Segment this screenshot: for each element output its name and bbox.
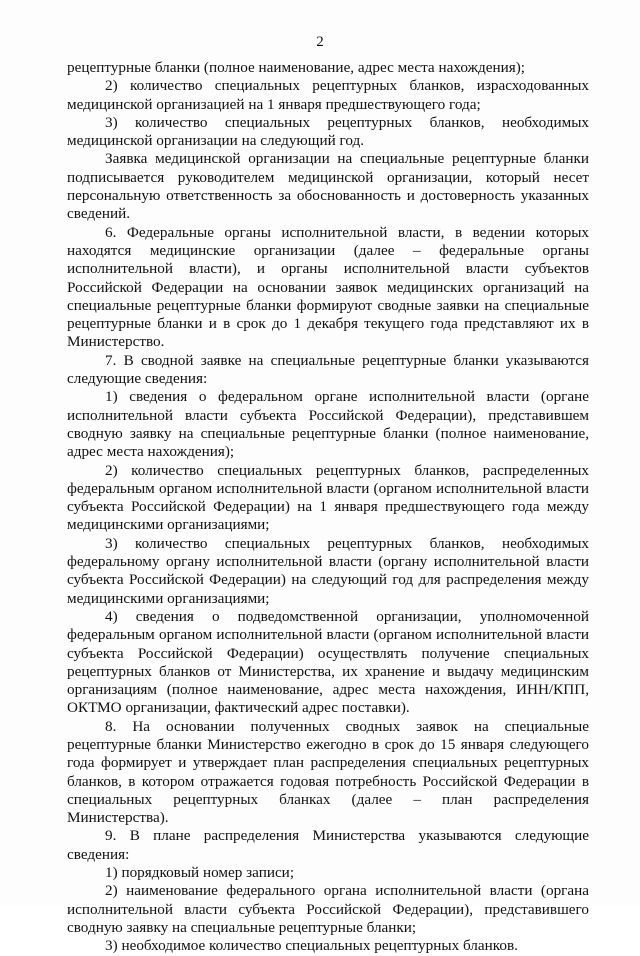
paragraph-1: 2) количество специальных рецептурных бланков, израсходованных медицинской организацией на 1 января предшествующего года; xyxy=(67,77,589,113)
paragraph-0: рецептурные бланки (полное наименование, адрес места нахождения); xyxy=(67,59,526,76)
paragraph-13: 2) наименование федерального органа исполнительной власти (органа исполнительной власти субъекта Российской Федерации), представившего сводную заявку на специальные рецептурные бланки; xyxy=(67,882,589,936)
paragraph-4: 6. Федеральные органы исполнительной власти, в ведении которых находятся медицинские организации (далее – федеральные органы исполнительной власти), и органы исполнительной власти субъектов Российской Федерации на основании заявок медицинских организаций на специальные рецептурные бланки формируют сводные заявки на специальные рецептурные бланки и в срок до 1 декабря текущего года представляют их в Министерство. xyxy=(67,223,589,351)
page-number: 2 xyxy=(316,34,324,50)
paragraph-8: 3) количество специальных рецептурных бланков, необходимых федеральному органу исполнительной власти (органу исполнительной власти субъекта Российской Федерации) на следующий год для распределения между медицинскими организациями; xyxy=(67,534,589,607)
paragraph-9: 4) сведения о подведомственной организации, уполномоченной федеральным органом исполнительной власти (органом исполнительной власти субъекта Российской Федерации) осуществлять получение специальных рецептурных бланков от Министерства, их хранение и выдачу медицинским организациям (полное наименование, адрес места нахождения, ИНН/КПП, ОКТМО организации, фактический адрес поставки). xyxy=(67,607,589,717)
paragraph-3: Заявка медицинской организации на специальные рецептурные бланки подписывается руководителем медицинской организации, который несет персональную ответственность за обоснованность и достоверность указанных сведений. xyxy=(67,150,589,223)
paragraph-11: 9. В плане распределения Министерства указываются следующие сведения: xyxy=(67,827,589,863)
document-body xyxy=(67,59,589,956)
paragraph-2: 3) количество специальных рецептурных бланков, необходимых медицинской организации на следующий год. xyxy=(67,113,589,150)
paragraph-6: 1) сведения о федеральном органе исполнительной власти (органе исполнительной власти субъекта Российской Федерации), представившем сводную заявку на специальные рецептурные бланки (полное наименование, адрес места нахождения); xyxy=(67,388,589,461)
paragraph-10: 8. На основании полученных сводных заявок на специальные рецептурные бланки Министерство ежегодно в срок до 15 января следующего года формирует и утверждает план распределения специальных рецептурных бланков, в котором отражается годовая потребность Российской Федерации в специальных рецептурных бланках (далее – план распределения Министерства). xyxy=(67,717,589,827)
paragraph-14: 3) необходимое количество специальных рецептурных бланков. xyxy=(105,937,518,955)
paragraph-7: 2) количество специальных рецептурных бланков, распределенных федеральным органом исполнительной власти (органом исполнительной власти субъекта Российской Федерации) на 1 января предшествующего года между медицинскими организациями; xyxy=(67,461,589,534)
paragraph-5: 7. В сводной заявке на специальные рецептурные бланки указываются следующие сведения: xyxy=(67,351,589,388)
paragraph-12: 1) порядковый номер записи; xyxy=(105,864,295,882)
